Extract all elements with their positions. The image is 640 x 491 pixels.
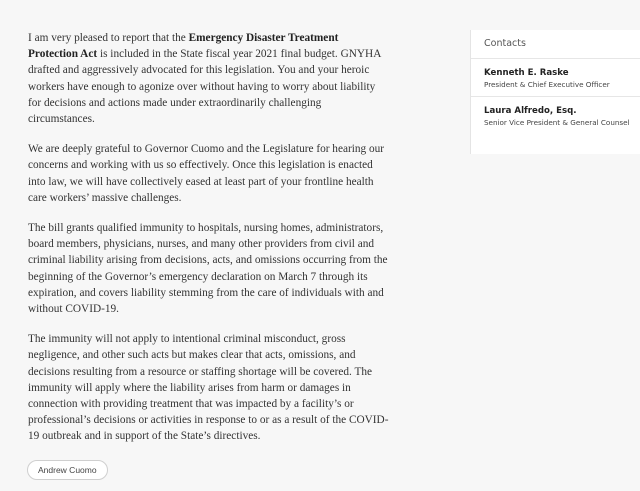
article-body bbox=[28, 30, 390, 459]
contact-title: President & Chief Executive Officer bbox=[484, 80, 610, 89]
paragraph-1-rest: is included in the State fiscal year 2021 final budget. GNYHA drafted and aggressively advocated for this legislation. You and your heroic workers have enough to agonize over without having to worry about liability for decisions and actions made under extraordinarily challenging circumstances. bbox=[28, 48, 381, 126]
article-paragraph-2: We are deeply grateful to Governor Cuomo and the Legislature for hearing our concerns and working with us so effectively. Once this legislation is enacted into law, we will have collectively eased at least part of your frontline health care workers’ massive challenges. bbox=[28, 143, 385, 204]
contact-item bbox=[471, 59, 640, 96]
contact-name[interactable]: Laura Alfredo, Esq. bbox=[484, 106, 577, 116]
contact-title: Senior Vice President & General Counsel bbox=[484, 118, 630, 127]
contacts-header: Contacts bbox=[471, 30, 640, 59]
paragraph-1-intro: I am very pleased to report that the bbox=[28, 32, 189, 44]
legislation-name: Emergency Disaster Treatment Protection Act bbox=[28, 32, 339, 61]
article-paragraph-4: The immunity will not apply to intentional criminal misconduct, gross negligence, and other such acts but makes clear that acts, omissions, and decisions resulting from a resource or staffing shortage will be covered. The immunity will apply where the liability arises from harm or damages in connection with providing treatment that was impacted by a facility’s or professional’s decisions or activities in response to or as a result of the COVID-19 outbreak and in support of the State’s directives. bbox=[28, 333, 389, 443]
contact-item bbox=[471, 96, 640, 149]
tag-andrew-cuomo[interactable]: Andrew Cuomo bbox=[27, 460, 108, 480]
article-paragraph-1 bbox=[28, 30, 390, 127]
contact-name[interactable]: Kenneth E. Raske bbox=[484, 68, 569, 78]
contacts-panel bbox=[470, 30, 640, 154]
article-paragraph-3: The bill grants qualified immunity to hospitals, nursing homes, administrators, board members, physicians, nurses, and many other providers from civil and criminal liability arising from decisions, acts, and omissions occurring from the beginning of the Governor’s emergency declaration on March 7 through its expiration, and covers liability stemming from the care of individuals with and without COVID-19. bbox=[28, 222, 388, 316]
